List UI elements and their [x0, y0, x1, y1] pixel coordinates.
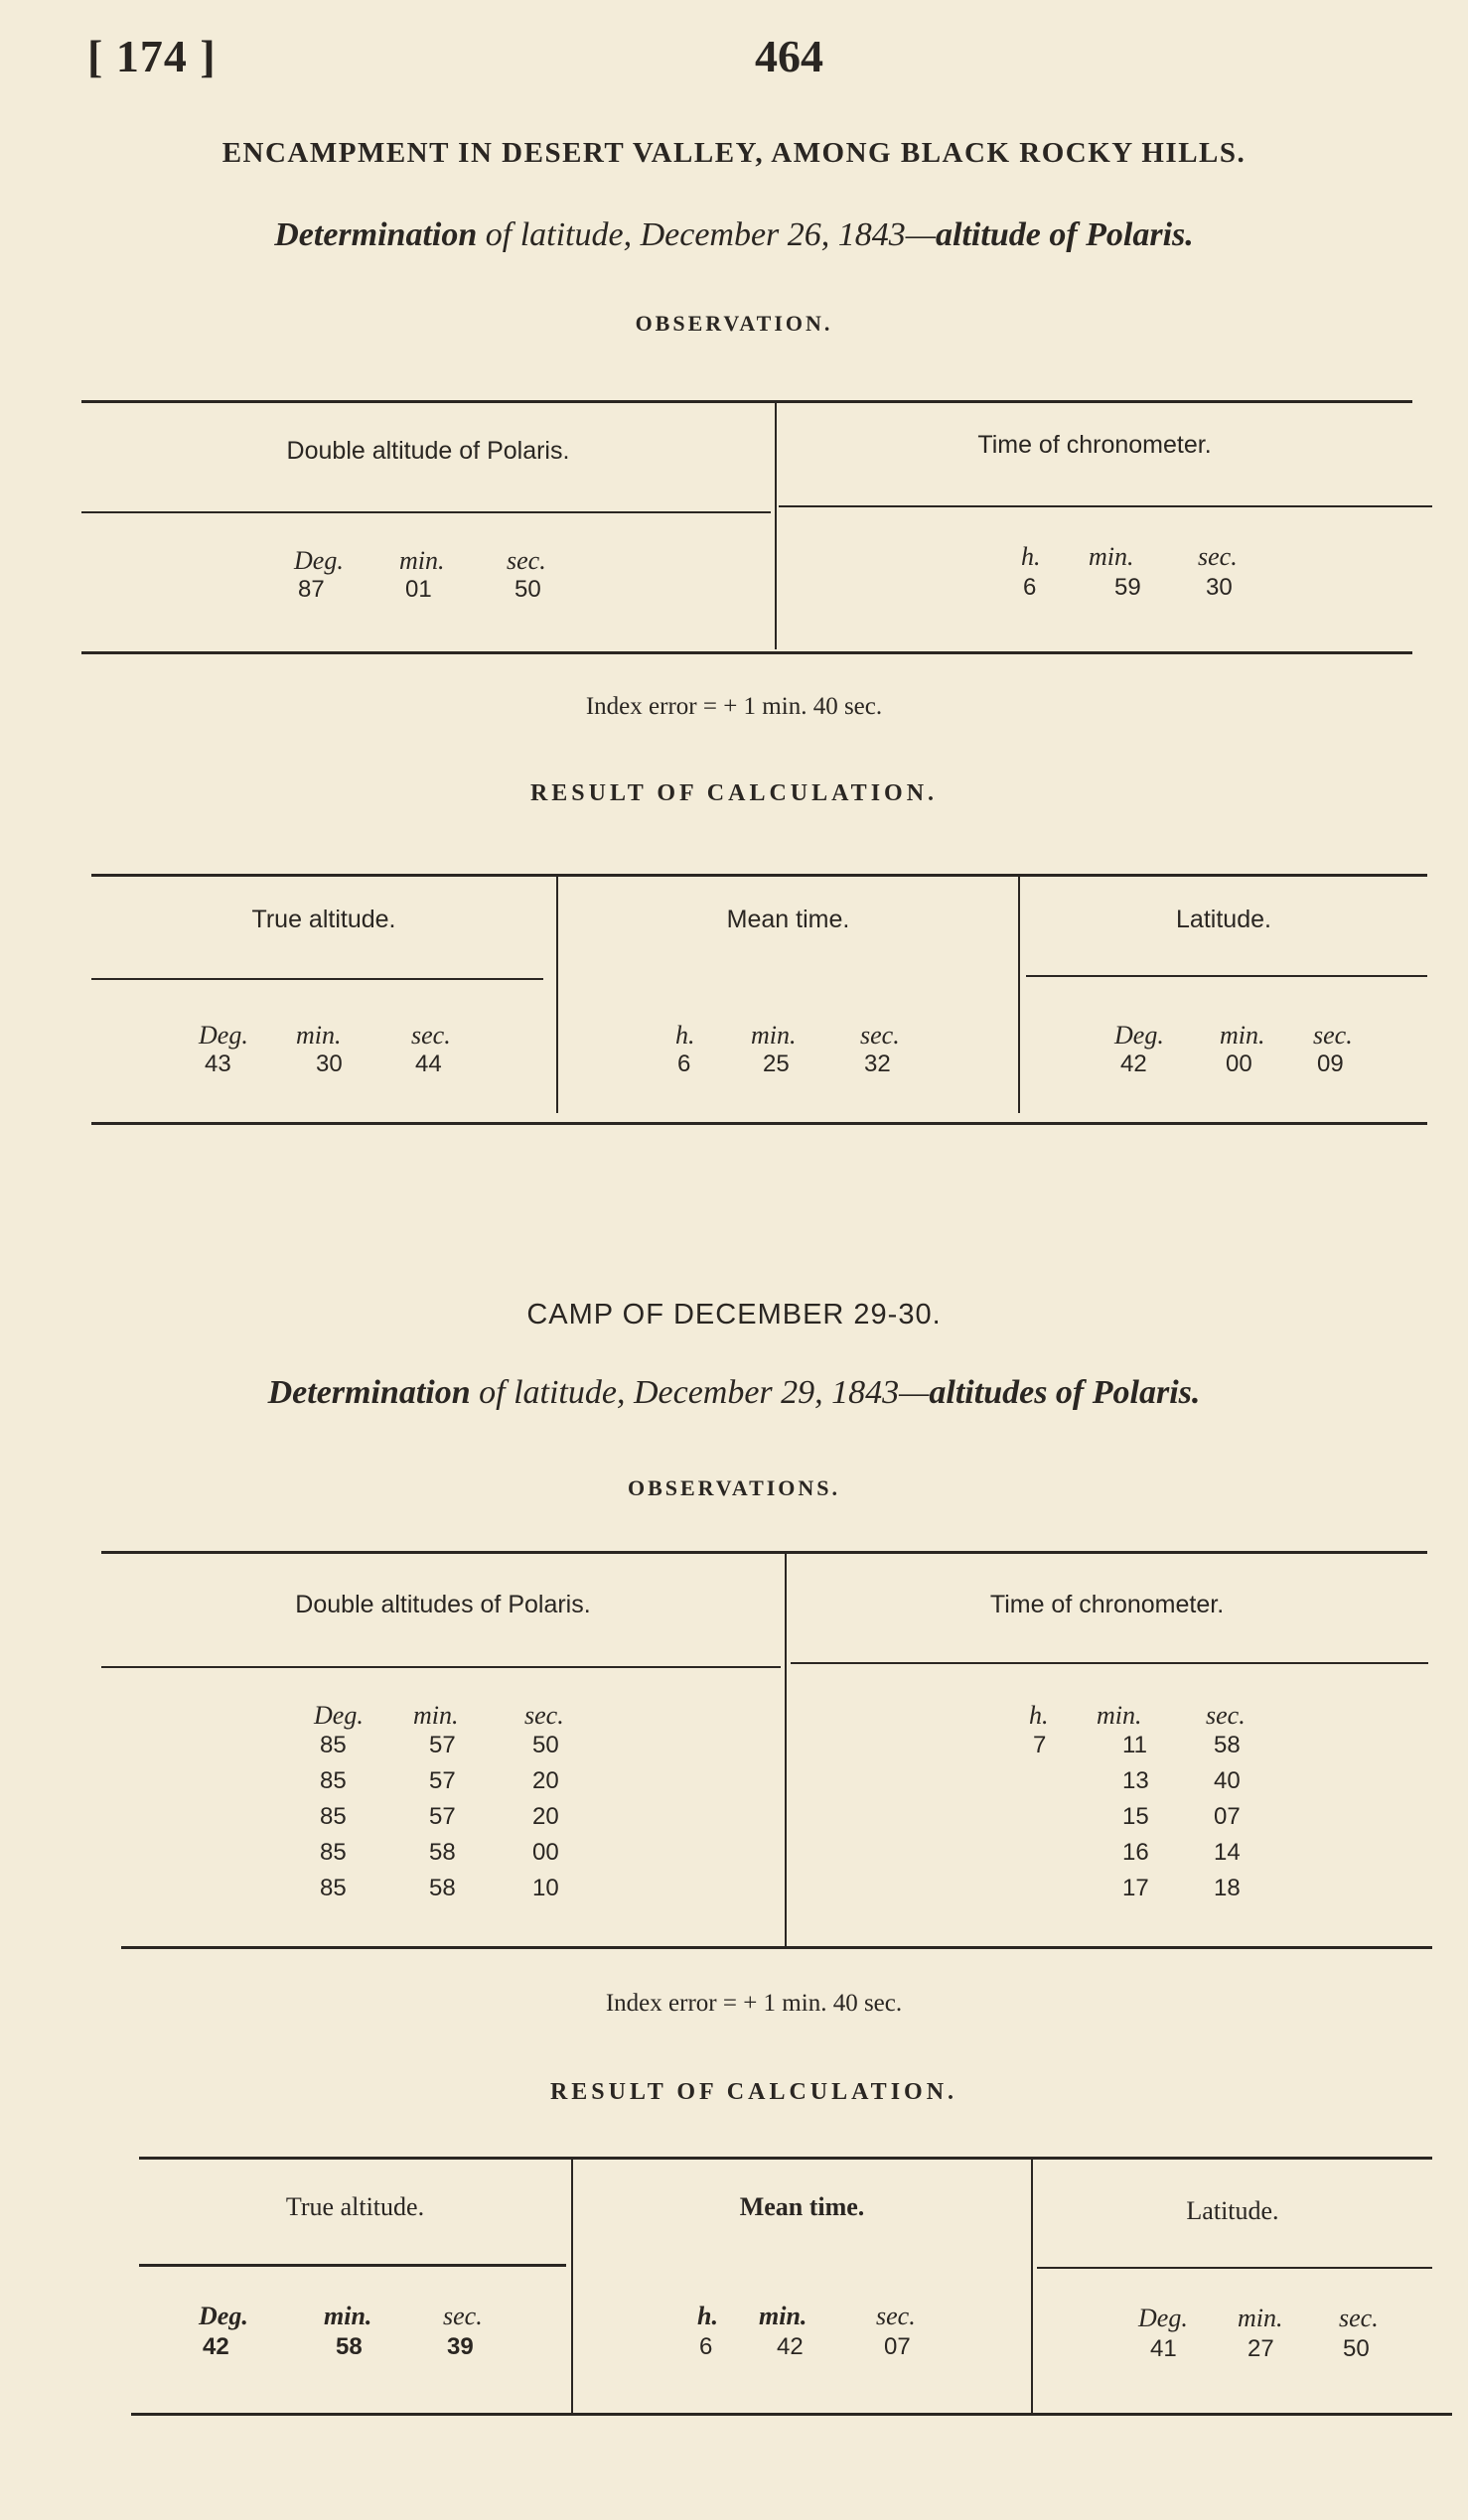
s2-true-alt-deg: 42 — [203, 2333, 229, 2360]
s2-unit-h: h. — [1029, 1701, 1049, 1730]
s2-time-r2-sec: 40 — [1214, 1767, 1241, 1794]
s2-result-label: RESULT OF CALCULATION. — [549, 2079, 958, 2105]
s2-res-unit-min: min. — [324, 2302, 372, 2330]
s2-res-unit-sec2: sec. — [876, 2302, 916, 2330]
s2-latitude-sec: 50 — [1343, 2335, 1370, 2362]
s1-time-min: 59 — [1114, 574, 1141, 601]
s2-unit-deg: Deg. — [314, 1701, 364, 1730]
s1-true-alt-deg: 43 — [205, 1050, 231, 1077]
s1-res-unit-deg3: Deg. — [1114, 1021, 1164, 1050]
s2-alt-r1-deg: 85 — [320, 1732, 347, 1758]
s1-res-col1-header: True altitude. — [251, 906, 396, 933]
s1-res-bottom-rule — [91, 1122, 1427, 1125]
s1-res-unit-sec: sec. — [411, 1021, 451, 1050]
s1-obs-bottom-rule — [81, 651, 1412, 654]
s2-latitude-deg: 41 — [1150, 2335, 1177, 2362]
s2-res-col2-header: Mean time. — [739, 2192, 865, 2221]
s1-unit-min: min. — [399, 546, 445, 575]
s2-res-unit-min2: min. — [759, 2302, 807, 2330]
s2-time-r2-min: 13 — [1122, 1767, 1149, 1794]
s1-res-unit-min2: min. — [751, 1021, 797, 1050]
bracket-page-number: [ 174 ] — [87, 31, 217, 81]
s1-time-sec: 30 — [1206, 574, 1233, 601]
camp-title: CAMP OF DECEMBER 29-30. — [526, 1299, 942, 1330]
s2-obs-bottom-rule — [121, 1946, 1432, 1949]
s2-obs-header-rule-left — [101, 1666, 781, 1668]
s2-res-bottom-rule — [131, 2413, 1452, 2416]
s1-index-error: Index error = + 1 min. 40 sec. — [585, 693, 883, 720]
section1-observation-label: OBSERVATION. — [635, 311, 833, 336]
s2-mean-time-sec: 07 — [884, 2333, 911, 2360]
section1-heading-part-a: Determination — [274, 216, 478, 253]
s2-time-r4-min: 16 — [1122, 1839, 1149, 1866]
s2-alt-r1-sec: 50 — [532, 1732, 559, 1758]
s2-alt-r5-deg: 85 — [320, 1875, 347, 1901]
s1-alt-deg: 87 — [298, 576, 325, 603]
s1-res-header-rule-left — [91, 978, 543, 980]
s2-res-unit-sec: sec. — [443, 2302, 483, 2330]
s2-unit-sec: sec. — [524, 1701, 564, 1730]
s2-obs-header-rule-right — [791, 1662, 1428, 1664]
section2-heading-part-b: of latitude, December 29, 1843— — [470, 1374, 930, 1411]
s1-res-unit-sec2: sec. — [860, 1021, 900, 1050]
s2-time-r3-sec: 07 — [1214, 1803, 1241, 1830]
s1-res-unit-h: h. — [675, 1021, 695, 1050]
s2-alt-r3-min: 57 — [429, 1803, 456, 1830]
s1-unit-sec: sec. — [507, 546, 546, 575]
s2-alt-r2-sec: 20 — [532, 1767, 559, 1794]
s2-time-r5-sec: 18 — [1214, 1875, 1241, 1901]
s1-latitude-min: 00 — [1226, 1050, 1252, 1077]
s1-res-top-rule — [91, 874, 1427, 877]
s2-res-col3-header: Latitude. — [1186, 2196, 1279, 2225]
s2-mean-time-min: 42 — [777, 2333, 804, 2360]
s2-time-r3-min: 15 — [1122, 1803, 1149, 1830]
s1-res-unit-deg: Deg. — [199, 1021, 248, 1050]
page-number: 464 — [755, 31, 823, 81]
s1-time-h: 6 — [1023, 574, 1037, 601]
s2-alt-r3-sec: 20 — [532, 1803, 559, 1830]
s1-true-alt-sec: 44 — [415, 1050, 442, 1077]
section2-observations-label: OBSERVATIONS. — [627, 1475, 841, 1500]
s2-res-unit-h: h. — [697, 2302, 718, 2330]
s1-true-alt-min: 30 — [316, 1050, 343, 1077]
section2-heading — [0, 1374, 1468, 1412]
s2-res-unit-deg3: Deg. — [1138, 2304, 1188, 2332]
s1-obs-top-rule — [81, 400, 1412, 403]
s2-res-top-rule — [139, 2157, 1432, 2160]
s2-true-alt-min: 58 — [336, 2333, 363, 2360]
s1-unit-deg: Deg. — [294, 546, 344, 575]
s1-mean-time-h: 6 — [677, 1050, 691, 1077]
page-title: ENCAMPMENT IN DESERT VALLEY, AMONG BLACK ROCKY HILLS. — [221, 137, 1247, 169]
s2-res-unit-min3: min. — [1238, 2304, 1283, 2332]
s2-index-error: Index error = + 1 min. 40 sec. — [605, 1990, 903, 2017]
s1-res-unit-min: min. — [296, 1021, 342, 1050]
s1-res-col3-header: Latitude. — [1176, 906, 1271, 933]
section1-heading-part-c: altitude of Polaris. — [936, 216, 1194, 253]
s1-latitude-sec: 09 — [1317, 1050, 1344, 1077]
s2-alt-r5-sec: 10 — [532, 1875, 559, 1901]
s1-unit-min2: min. — [1089, 542, 1134, 571]
s1-obs-col1-header: Double altitude of Polaris. — [286, 437, 570, 465]
s2-res-unit-deg: Deg. — [199, 2302, 248, 2330]
s2-alt-r4-min: 58 — [429, 1839, 456, 1866]
s1-alt-sec: 50 — [514, 576, 541, 603]
s2-alt-r4-sec: 00 — [532, 1839, 559, 1866]
s2-res-header-rule-left — [139, 2264, 566, 2267]
s1-obs-header-rule-right — [779, 505, 1432, 507]
s2-time-r5-min: 17 — [1122, 1875, 1149, 1901]
s2-latitude-min: 27 — [1248, 2335, 1274, 2362]
s1-obs-col2-header: Time of chronometer. — [977, 431, 1212, 459]
s2-time-r1-min: 11 — [1122, 1732, 1147, 1758]
s2-time-r1-sec: 58 — [1214, 1732, 1241, 1758]
s1-obs-header-rule-left — [81, 511, 771, 513]
s1-res-unit-sec3: sec. — [1313, 1021, 1353, 1050]
section2-heading-part-c: altitudes of Polaris. — [929, 1374, 1201, 1411]
s2-alt-r2-deg: 85 — [320, 1767, 347, 1794]
s1-mean-time-min: 25 — [763, 1050, 790, 1077]
s1-alt-min: 01 — [405, 576, 432, 603]
s2-res-col1-header: True altitude. — [285, 2192, 425, 2221]
s2-alt-r3-deg: 85 — [320, 1803, 347, 1830]
s2-time-r4-sec: 14 — [1214, 1839, 1241, 1866]
s2-unit-sec2: sec. — [1206, 1701, 1246, 1730]
s1-mean-time-sec: 32 — [864, 1050, 891, 1077]
section1-heading-part-b: of latitude, December 26, 1843— — [477, 216, 937, 253]
section2-heading-part-a: Determination — [267, 1374, 471, 1411]
s1-unit-sec2: sec. — [1198, 542, 1238, 571]
s1-res-unit-min3: min. — [1220, 1021, 1265, 1050]
s2-alt-r5-min: 58 — [429, 1875, 456, 1901]
s1-res-col2-header: Mean time. — [726, 906, 850, 933]
s2-unit-min: min. — [413, 1701, 459, 1730]
s1-latitude-deg: 42 — [1120, 1050, 1147, 1077]
s2-true-alt-sec: 39 — [447, 2333, 474, 2360]
s2-time-r1-h: 7 — [1033, 1732, 1047, 1758]
s2-alt-r4-deg: 85 — [320, 1839, 347, 1866]
s2-obs-col1-header: Double altitudes of Polaris. — [295, 1591, 591, 1618]
s2-res-unit-sec3: sec. — [1339, 2304, 1379, 2332]
s2-mean-time-h: 6 — [699, 2333, 713, 2360]
s2-alt-r2-min: 57 — [429, 1767, 456, 1794]
section1-heading — [0, 216, 1468, 254]
s1-res-header-rule-right — [1026, 975, 1427, 977]
s2-res-header-rule-right — [1037, 2267, 1432, 2269]
s2-obs-top-rule — [101, 1551, 1427, 1554]
s1-result-label: RESULT OF CALCULATION. — [529, 780, 939, 806]
s2-alt-r1-min: 57 — [429, 1732, 456, 1758]
s1-unit-h: h. — [1021, 542, 1041, 571]
s2-unit-min2: min. — [1097, 1701, 1142, 1730]
s2-obs-col2-header: Time of chronometer. — [989, 1591, 1225, 1618]
